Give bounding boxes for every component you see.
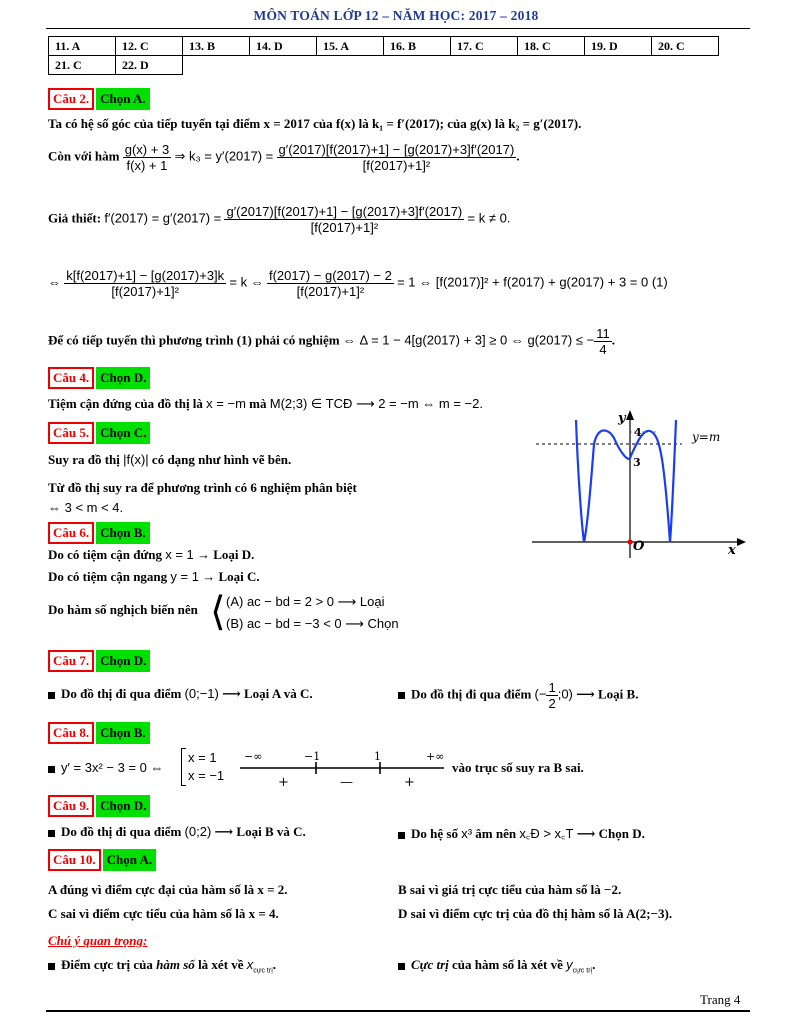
sign-1: + (278, 775, 289, 790)
answer-cell: 19. D (585, 37, 652, 56)
q7-line2: Do đồ thị đi qua điểm (− $\frac{1}{2}$ ;0) ⟶ Loại B. (398, 680, 638, 711)
x-axis-arrow-icon (737, 538, 746, 546)
footer-rule (46, 1010, 750, 1012)
y-axis-arrow-icon (626, 410, 634, 420)
q8-line1-end: vào trục số suy ra B sai. (452, 760, 584, 775)
bullet-icon (48, 766, 55, 773)
q6-line1: Do có tiệm cận đứng x = 1 → Loại D. (48, 547, 255, 562)
question-label: Câu 9. (48, 795, 94, 817)
choice-label: Chọn D. (96, 367, 150, 389)
q6-line3: Do hàm số nghịch biến nên (48, 602, 198, 617)
answer-cell: 16. B (384, 37, 451, 56)
q9-line2: Do hệ số x³ âm nên x꜀Đ > x꜀T ⟶ Chọn D. (398, 824, 645, 842)
q5-heading (48, 422, 150, 444)
answer-cell: 15. A (317, 37, 384, 56)
bullet-icon (48, 963, 55, 970)
q8-heading (48, 722, 150, 744)
choice-label: Chọn B. (96, 722, 150, 744)
fraction: $\frac{g'(2017)[f(2017)+1] - [g(2017)+3]f'(2017)}{\text{[f(2017)+1]²}}$ (226, 204, 463, 235)
q2-line3: Giả thiết: f′(2017) = g′(2017) = $\frac{g'(2017)[f(2017)+1] - [g(2017)+3]f'(2017)}{\text{[f(2017)+1]²}}$ = k ≠ 0. (48, 204, 511, 235)
answer-cell: 18. C (518, 37, 585, 56)
bullet-icon (398, 692, 405, 699)
minus-one-label: −1 (304, 750, 321, 763)
answer-cell: 12. C (116, 37, 183, 56)
q8-case2: x = −1 (188, 768, 225, 783)
q8-line1: y′ = 3x² − 3 = 0 ⇔ (48, 760, 164, 776)
y-label: y (618, 411, 626, 426)
answer-cell: 22. D (116, 56, 183, 75)
origin-dot (627, 539, 632, 544)
bullet-icon (398, 832, 405, 839)
number-line (234, 748, 454, 790)
q9-line1: Do đồ thị đi qua điểm (0;2) ⟶ Loại B và C. (48, 824, 306, 840)
q10-heading (48, 849, 156, 871)
q10-c: C sai vì điểm cực tiểu của hàm số là x = 4. (48, 906, 279, 921)
choice-label: Chọn C. (96, 422, 150, 444)
q2-line5: Để có tiếp tuyến thì phương trình (1) phải có nghiệm ⇔ Δ = 1 − 4[g(2017) + 3] ≥ 0 ⇔ g(2017) ≤ − $\frac{11}{4}$ . (48, 326, 615, 357)
page-number: Trang 4 (700, 992, 741, 1007)
choice-label: Chọn A. (103, 849, 157, 871)
q2-line1: Ta có hệ số góc của tiếp tuyến tại điểm x = 2017 của f(x) là k₁ = f′(2017); của g(x) là k₂ = g′(2017). (48, 116, 582, 131)
q6-line2: Do có tiệm cận ngang y = 1 → Loại C. (48, 569, 260, 584)
q2-heading (48, 88, 150, 110)
answer-cell: 17. C (451, 37, 518, 56)
plus-inf-label: +∞ (426, 750, 445, 763)
sign-2: — (340, 775, 353, 790)
q4-heading (48, 367, 150, 389)
bullet-icon (48, 830, 55, 837)
page-header: MÔN TOÁN LỚP 12 – NĂM HỌC: 2017 – 2018 (253, 8, 539, 23)
note-2: Cực trị của hàm số là xét về $y_{cực trị}$. (398, 957, 595, 975)
question-label: Câu 6. (48, 522, 94, 544)
answer-cell: 20. C (652, 37, 719, 56)
q8-case1: x = 1 (188, 750, 217, 765)
q6-case-a: (A) ac − bd = 2 > 0 ⟶ Loại (226, 594, 385, 609)
q10-a: A đúng vì điểm cực đại của hàm số là x = 2. (48, 882, 288, 897)
question-label: Câu 8. (48, 722, 94, 744)
fraction: $\frac{11}{4}$ (596, 326, 610, 357)
abs-f-graph (532, 408, 762, 568)
answer-row (49, 56, 719, 75)
answer-cell: 13. B (183, 37, 250, 56)
answer-cell: 21. C (49, 56, 116, 75)
minus-inf-label: −∞ (244, 750, 263, 763)
q10-b: B sai vì giá trị cực tiểu của hàm số là −2. (398, 882, 622, 897)
q4-line1: Tiệm cận đứng của đồ thị là x = −m mà M(2;3) ∈ TCĐ ⟶ 2 = −m ⇔ m = −2. (48, 396, 483, 411)
question-label: Câu 2. (48, 88, 94, 110)
fraction: $\frac{g'(2017)[f(2017)+1] - [g(2017)+3]f'(2017)}{\text{[f(2017)+1]²}}$ (278, 142, 515, 173)
question-label: Câu 7. (48, 650, 94, 672)
question-label: Câu 5. (48, 422, 94, 444)
brace-glyph: ⟨ (210, 589, 226, 634)
line-label: y=m (692, 430, 721, 444)
note-1: Điểm cực trị của hàm số là xét về $x_{cực trị}$. (48, 957, 276, 975)
question-label: Câu 4. (48, 367, 94, 389)
q5-line3: ⇔ 3 < m < 4. (48, 500, 124, 515)
q6-case-b: (B) ac − bd = −3 < 0 ⟶ Chọn (226, 616, 399, 631)
graph-curve (576, 420, 676, 542)
origin-label: O (633, 539, 645, 554)
note-heading: Chú ý quan trọng: (48, 933, 148, 948)
choice-label: Chọn D. (96, 795, 150, 817)
answer-table (48, 36, 719, 75)
fraction: $\frac{f(2017) - g(2017) - 2}{\text{[f(2017)+1]²}}$ (268, 268, 392, 299)
q2-line4: ⇔ $\frac{k[f(2017)+1] - [g(2017)+3]k}{\text{[f(2017)+1]²}}$ = k ⇔ $\frac{f(2017) - g(2017) - 2}{\text{[f(2017)+1]²}}$ = 1 ⇔ [f(2017)]² + f(2017) + g(2017) + 3 = 0 (1) (48, 268, 668, 299)
q5-line1: Suy ra đồ thị |f(x)| có dạng như hình vẽ bên. (48, 452, 292, 467)
q7-heading (48, 650, 150, 672)
q10-d: D sai vì điểm cực trị của đồ thị hàm số là A(2;−3). (398, 906, 673, 921)
answer-row (49, 37, 719, 56)
fraction: $\frac{1}{2}$ (548, 680, 556, 711)
q2-line2: Còn với hàm $\frac{g(x) + 3}{f(x) + 1}$ ⇒ k₃ = y′(2017) = $\frac{g'(2017)[f(2017)+1] - [g(2017)+3]f'(2017)}{\text{[f(2017)+1]²}}$ . (48, 142, 520, 173)
choice-label: Chọn B. (96, 522, 150, 544)
bullet-icon (398, 963, 405, 970)
sign-3: + (404, 775, 415, 790)
fraction: $\frac{g(x) + 3}{f(x) + 1}$ (124, 142, 170, 173)
one-label: 1 (374, 750, 381, 763)
tick-4-label: 4 (634, 426, 642, 439)
choice-label: Chọn A. (96, 88, 150, 110)
answer-cell: 14. D (250, 37, 317, 56)
q7-line1: Do đồ thị đi qua điểm (0;−1) ⟶ Loại A và C. (48, 686, 313, 702)
q9-heading (48, 795, 150, 817)
question-label: Câu 10. (48, 849, 101, 871)
q5-line2: Từ đồ thị suy ra để phương trình có 6 nghiệm phân biệt (48, 480, 357, 495)
bullet-icon (48, 692, 55, 699)
x-label: x (728, 543, 736, 558)
case-bracket (181, 748, 186, 786)
tick-3-label: 3 (633, 456, 641, 469)
choice-label: Chọn D. (96, 650, 150, 672)
q6-heading (48, 522, 150, 544)
answer-cell: 11. A (49, 37, 116, 56)
fraction: $\frac{k[f(2017)+1] - [g(2017)+3]k}{\text{[f(2017)+1]²}}$ (66, 268, 225, 299)
header-rule (46, 28, 750, 29)
